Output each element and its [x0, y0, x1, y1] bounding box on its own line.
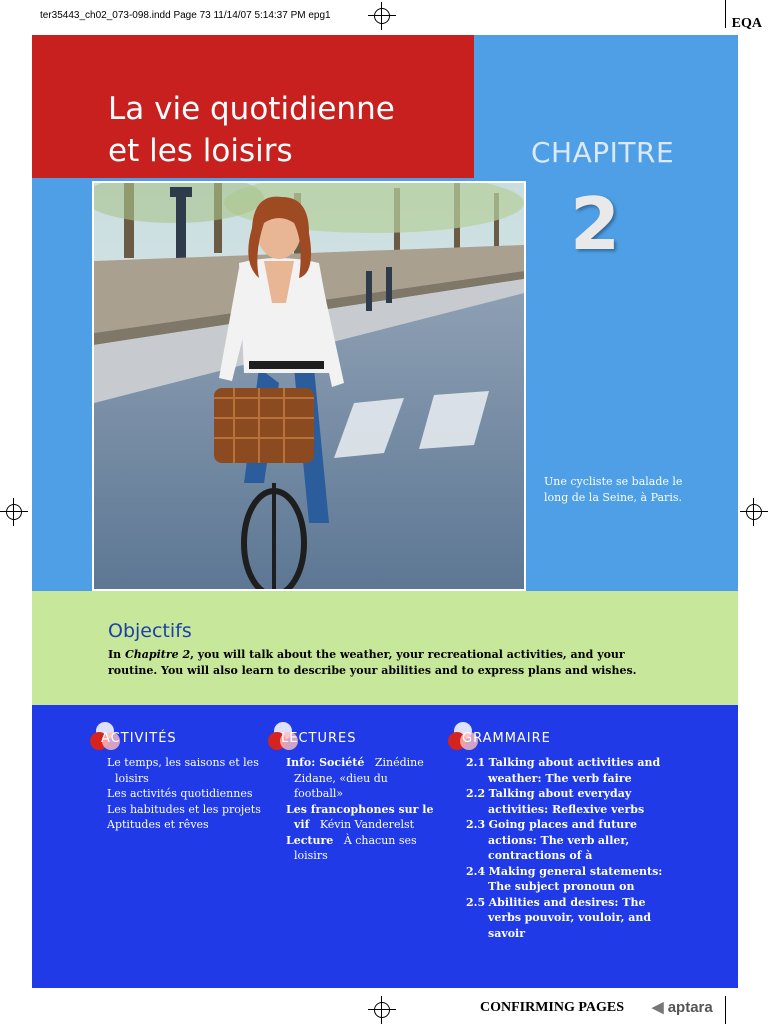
- list-item: [466, 895, 671, 942]
- list-item: [286, 802, 436, 833]
- print-slug: ter35443_ch02_073-098.indd Page 73 11/14/07 5:14:37 PM epg1: [40, 10, 331, 21]
- chapter-label: CHAPITRE: [531, 136, 675, 169]
- list-item: [286, 833, 436, 864]
- item-keyword: faire: [602, 771, 632, 785]
- item-text: Going places and future actions: The verb: [488, 818, 638, 847]
- registration-mark-icon: [740, 498, 768, 526]
- heading-rest: CTIVITÉS: [110, 731, 177, 746]
- chapter-title-line: La vie quotidienne: [108, 91, 395, 127]
- item-text: Talking about everyday activities: Reflexive verbs: [488, 787, 645, 816]
- item-number: 2.5: [466, 895, 486, 909]
- item-keyword: aller: [597, 833, 626, 847]
- objectives-in: In: [108, 648, 122, 661]
- trim-mark: [725, 0, 726, 28]
- eqa-mark: EQA: [731, 16, 762, 31]
- heading-initial: A: [101, 731, 111, 746]
- chapter-title: [108, 88, 395, 172]
- list-item: Aptitudes et rêves: [107, 818, 209, 831]
- lectures-list: [286, 755, 436, 864]
- activites-heading: [101, 731, 177, 746]
- item-keyword: subject pronoun on: [514, 880, 635, 893]
- chapter-number: 2: [570, 182, 621, 266]
- lectures-heading: [281, 731, 357, 746]
- list-item: [466, 755, 671, 786]
- objectives-chapter-ref: Chapitre 2: [125, 648, 191, 661]
- aptara-logo: ◀ aptara: [652, 999, 713, 1016]
- grammaire-heading: [462, 731, 551, 746]
- cyclist-photo-illustration: [94, 183, 524, 589]
- heading-rest: RAMMAIRE: [473, 731, 551, 746]
- objectives-title: Objectifs: [108, 620, 192, 642]
- list-item: [466, 864, 671, 895]
- lecture-label: Les francophones sur le vif: [286, 802, 434, 831]
- item-keyword: pouvoir, vouloir,: [524, 911, 625, 924]
- cyclist-photo: [92, 181, 526, 591]
- list-item: Les habitudes et les projets: [107, 802, 261, 816]
- heading-initial: L: [281, 731, 290, 746]
- photo-caption: [544, 474, 694, 506]
- lecture-title: Zinédine Zidane, «dieu du football»: [294, 756, 424, 800]
- confirming-pages-label: CONFIRMING PAGES: [480, 1000, 625, 1015]
- item-text: Making general statements: The: [488, 864, 663, 893]
- item-text-after: and savoir: [488, 911, 652, 940]
- item-text-after: , contractions of à: [488, 833, 630, 862]
- registration-mark-icon: [368, 2, 396, 30]
- objectives-text: [108, 647, 668, 679]
- list-item: [286, 755, 436, 802]
- list-item: [466, 786, 671, 817]
- item-text: Talking about activities and weather: The verb: [488, 756, 661, 785]
- item-text: Abilities and desires: The verbs: [488, 895, 646, 924]
- list-item: Les activités quotidiennes: [107, 787, 253, 800]
- list-item: [466, 817, 671, 864]
- caption-line: long de la Seine, à Paris.: [544, 491, 682, 504]
- activites-list: [107, 755, 267, 833]
- chapter-title-line: et les loisirs: [108, 133, 293, 169]
- lecture-label: Lecture: [286, 833, 334, 847]
- lecture-label: Info: Société: [286, 756, 365, 769]
- list-item: Le temps, les saisons et les loisirs: [107, 756, 259, 785]
- item-number: 2.3: [466, 818, 486, 831]
- grammaire-list: [466, 755, 671, 941]
- caption-line: Une cycliste se balade le: [544, 475, 683, 488]
- trim-mark: [725, 996, 726, 1024]
- heading-rest: ECTURES: [289, 731, 357, 746]
- item-number: 2.2: [466, 787, 486, 800]
- aptara-brand: aptara: [667, 999, 713, 1016]
- item-number: 2.1: [466, 756, 486, 769]
- objectives-body: , you will talk about the weather, your recreational activities, and your routine. You will also learn to describe your abilities and to express plans and wishes.: [108, 648, 637, 677]
- item-number: 2.4: [466, 864, 486, 878]
- heading-initial: G: [462, 731, 474, 746]
- lecture-title: Kévin Vanderelst: [319, 818, 415, 831]
- registration-mark-icon: [0, 498, 28, 526]
- registration-mark-icon: [368, 996, 396, 1024]
- lecture-title: À chacun ses loisirs: [294, 833, 417, 862]
